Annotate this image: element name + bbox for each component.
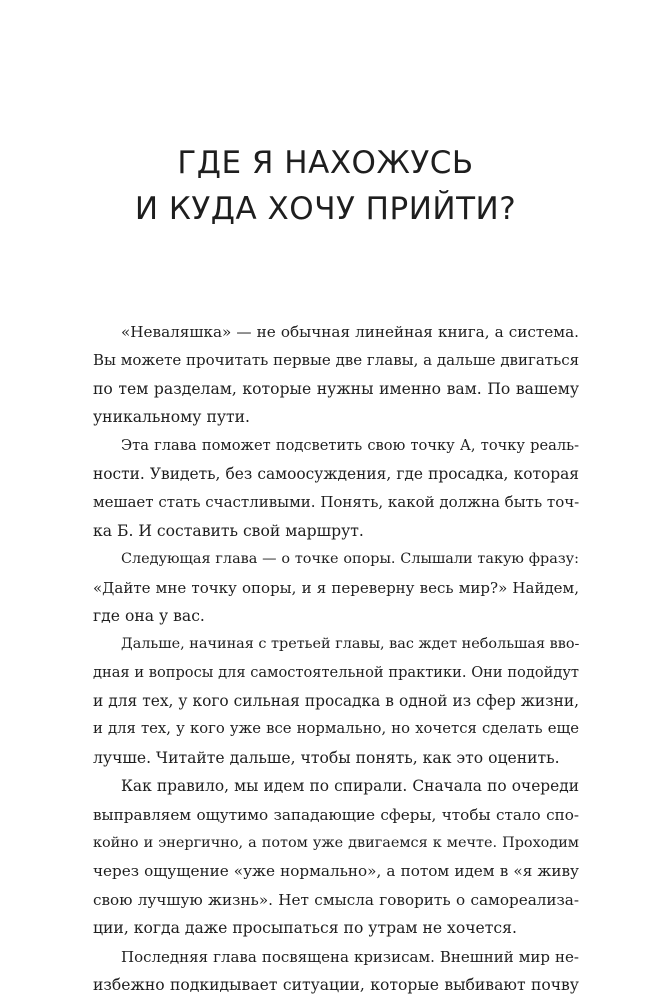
chapter-body-text: [93, 318, 579, 999]
text-line: ности. Увидеть, без самоосуждения, где просадка, которая: [93, 464, 579, 483]
text-line: ции, когда даже просыпаться по утрам не хочется.: [93, 919, 517, 938]
text-line: Вы можете прочитать первые две главы, а дальше двигаться: [93, 351, 580, 370]
text-line: койно и энергично, а потом уже двигаемся к мечте. Проходим: [93, 835, 579, 852]
text-line: и для тех, у кого сильная просадка в одной из сфер жизни,: [93, 692, 579, 711]
text-line: по тем разделам, которые нужны именно вам. По вашему: [93, 379, 579, 398]
text-line: где она у вас.: [93, 606, 205, 625]
text-line: и для тех, у кого уже все нормально, но хочется сделать еще: [93, 720, 579, 738]
text-line: через ощущение «уже нормально», а потом идем в «я живу: [93, 862, 579, 881]
text-line: избежно подкидывает ситуации, которые выбивают почву: [93, 975, 579, 994]
text-line: ка Б. И составить свой маршрут.: [93, 521, 364, 540]
text-line: уникальному пути.: [93, 408, 250, 427]
text-line: свою лучшую жизнь». Нет смысла говорить о самореализа-: [93, 890, 579, 909]
chapter-title-line-1: ГДЕ Я НАХОЖУСЬ: [177, 145, 474, 181]
text-line: лучше. Читайте дальше, чтобы понять, как это оценить.: [93, 748, 560, 767]
text-line: мешает стать счастливыми. Понять, какой должна быть точ-: [93, 493, 580, 512]
text-line: Эта глава поможет подсветить свою точку А, точку реаль-: [121, 436, 579, 454]
text-line: дная и вопросы для самостоятельной практики. Они подойдут: [93, 663, 579, 681]
chapter-title: [0, 140, 651, 232]
text-line: выправляем ощутимо западающие сферы, чтобы стало спо-: [93, 805, 579, 824]
text-line: «Неваляшка» — не обычная линейная книга, а система.: [121, 323, 579, 341]
text-line: Как правило, мы идем по спирали. Сначала по очереди: [121, 777, 579, 796]
text-line: «Дайте мне точку опоры, и я переверну весь мир?» Найдем,: [93, 578, 579, 597]
text-line: Последняя глава посвящена кризисам. Внешний мир не-: [121, 947, 579, 966]
text-line: Следующая глава — о точке опоры. Слышали такую фразу:: [121, 551, 579, 568]
chapter-title-line-2: И КУДА ХОЧУ ПРИЙТИ?: [134, 191, 517, 227]
text-line: Дальше, начиная с третьей главы, вас ждет небольшая вво-: [121, 636, 580, 653]
